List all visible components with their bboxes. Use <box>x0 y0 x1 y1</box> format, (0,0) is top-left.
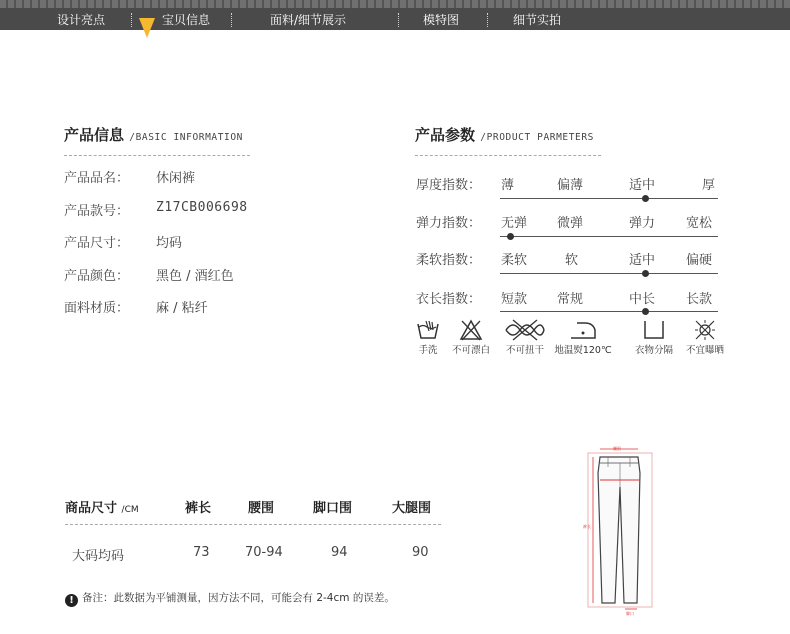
diagram-label-length: 裤长 <box>583 524 591 529</box>
nav-separator <box>487 13 488 27</box>
active-tab-pointer <box>139 18 155 38</box>
param-scale-line <box>500 311 718 312</box>
product-info-heading <box>64 124 243 145</box>
diagram-label-hem: 脚口 <box>626 611 634 616</box>
param-option: 薄 <box>501 178 515 193</box>
param-option: 常规 <box>557 292 584 307</box>
param-option: 偏薄 <box>557 178 584 193</box>
care-label: 地温熨120℃ <box>554 345 612 356</box>
nav-separator <box>398 13 399 27</box>
size-col-header: 脚口围 <box>313 501 353 516</box>
size-cell: 94 <box>331 545 348 560</box>
param-indicator-dot <box>507 233 514 240</box>
param-option: 适中 <box>629 253 656 268</box>
info-label: 产品尺寸： <box>64 236 130 251</box>
pants-outline <box>598 457 640 603</box>
product-params-heading <box>415 124 594 145</box>
care-label: 不可漂白 <box>451 345 490 356</box>
divider <box>65 524 441 525</box>
info-value: Z17CB006698 <box>156 200 248 215</box>
size-col-header: 裤长 <box>185 501 212 516</box>
param-label: 衣长指数： <box>416 292 482 307</box>
size-col-header: 腰围 <box>248 501 275 516</box>
param-indicator-dot <box>642 195 649 202</box>
tab-detail-photos[interactable]: 细节实拍 <box>513 13 562 27</box>
separate-wash-icon <box>641 318 667 342</box>
care-item <box>441 318 501 356</box>
size-col-header: 大腿围 <box>392 501 432 516</box>
info-label: 产品颜色： <box>64 269 130 284</box>
param-option: 中长 <box>629 292 656 307</box>
param-option: 弹力 <box>629 216 656 231</box>
size-row-name: 大码均码 <box>72 549 125 564</box>
care-label: 不宜曝晒 <box>685 345 724 356</box>
param-option: 适中 <box>629 178 656 193</box>
care-label: 手洗 <box>418 345 438 356</box>
param-label: 厚度指数： <box>416 178 482 193</box>
nav-separator <box>131 13 132 27</box>
info-value: 均码 <box>156 236 183 251</box>
param-indicator-dot <box>642 270 649 277</box>
product-info-title-en: /BASIC INFORMATION <box>129 132 244 143</box>
param-option: 微弹 <box>557 216 584 231</box>
param-label: 柔软指数： <box>416 253 482 268</box>
care-item <box>495 318 555 356</box>
param-option: 软 <box>565 253 579 268</box>
param-option: 厚 <box>702 178 716 193</box>
param-label: 弹力指数： <box>416 216 482 231</box>
size-cell: 90 <box>412 545 429 560</box>
info-value: 黑色 / 酒红色 <box>156 269 234 284</box>
info-label: 产品品名： <box>64 171 130 186</box>
product-info-title: 产品信息 <box>64 126 125 144</box>
diagram-label-waist: 腰围 <box>613 446 621 451</box>
top-nav-bar <box>0 0 790 30</box>
info-value: 麻 / 粘纤 <box>156 301 208 316</box>
nav-pattern <box>0 0 790 8</box>
size-cell: 73 <box>193 545 210 560</box>
size-cell: 70-94 <box>245 545 283 560</box>
no-sun-dry-icon <box>692 318 718 342</box>
info-label: 产品款号： <box>64 204 130 219</box>
warning-icon: ! <box>65 594 78 607</box>
no-wring-icon <box>503 318 547 342</box>
care-item <box>553 318 613 356</box>
param-option: 宽松 <box>686 216 713 231</box>
param-scale-line <box>500 198 718 199</box>
size-header-unit: /CM <box>121 505 139 515</box>
info-value: 休闲裤 <box>156 171 196 186</box>
size-header-label: 商品尺寸 <box>65 501 118 516</box>
tab-model-photos[interactable]: 模特图 <box>423 13 460 27</box>
tab-fabric-details[interactable]: 面料/细节展示 <box>270 13 347 27</box>
note-text: 备注：此数据为平铺测量，因方法不同，可能会有 2-4cm 的误差。 <box>82 592 395 604</box>
param-option: 长款 <box>686 292 713 307</box>
product-params-title: 产品参数 <box>415 126 476 144</box>
no-bleach-icon <box>458 318 484 342</box>
info-label: 面料材质： <box>64 301 130 316</box>
tab-product-info[interactable]: 宝贝信息 <box>162 13 211 27</box>
care-item <box>675 318 735 356</box>
hand-wash-icon <box>415 318 441 342</box>
size-table-header-title <box>65 497 139 516</box>
param-option: 偏硬 <box>686 253 713 268</box>
pants-measurement-diagram <box>580 443 660 616</box>
param-option: 柔软 <box>501 253 528 268</box>
param-scale-line <box>500 273 718 274</box>
nav-separator <box>231 13 232 27</box>
low-iron-icon <box>567 318 599 342</box>
param-scale-line <box>500 236 718 237</box>
param-indicator-dot <box>642 308 649 315</box>
product-params-title-en: /PRODUCT PARMETERS <box>480 132 595 143</box>
divider <box>64 155 250 156</box>
measurement-note <box>65 590 395 607</box>
param-option: 短款 <box>501 292 528 307</box>
tab-design-highlights[interactable]: 设计亮点 <box>57 13 106 27</box>
care-label: 衣物分隔 <box>634 345 673 356</box>
param-option: 无弹 <box>501 216 528 231</box>
divider <box>415 155 601 156</box>
care-label: 不可扭干 <box>505 345 544 356</box>
